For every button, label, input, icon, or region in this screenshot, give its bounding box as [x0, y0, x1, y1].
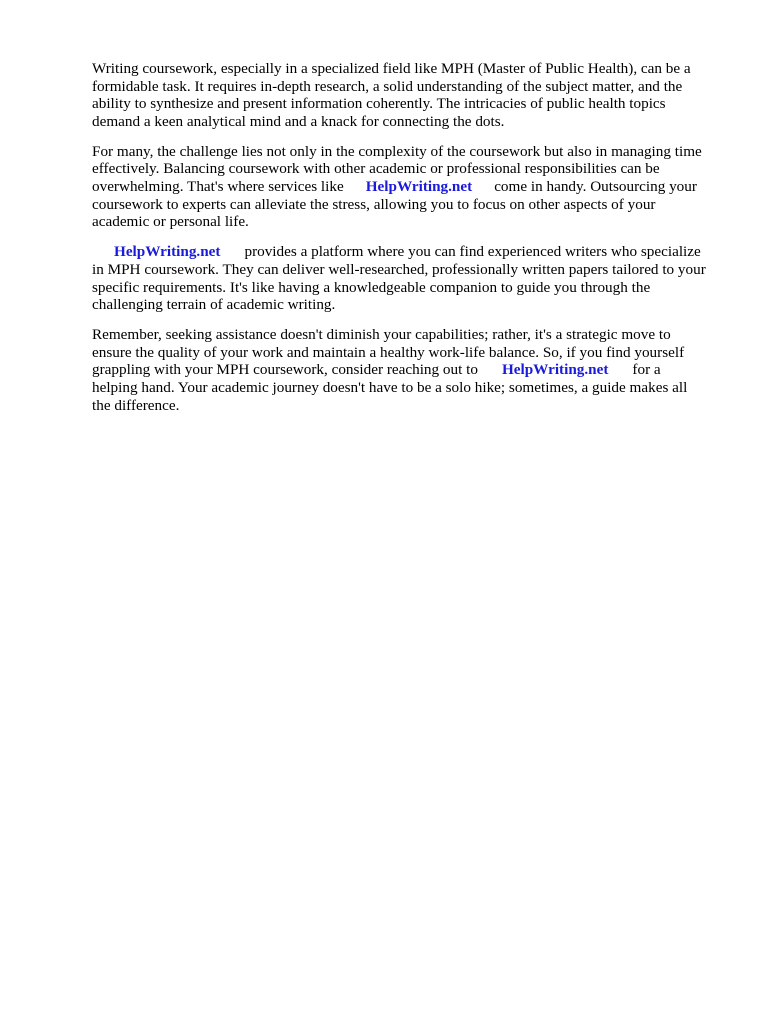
paragraph-platform [92, 243, 742, 313]
text-line: Remember, seeking assistance doesn't diminish your capabilities; rather, it's a strategic move to [92, 326, 671, 344]
text-line: in MPH coursework. They can deliver well-researched, professionally written papers tailored to your [92, 260, 706, 278]
text-fragment: overwhelming. That's where services like [92, 178, 344, 196]
text-line: coursework to experts can alleviate the stress, allowing you to focus on other aspects of your [92, 195, 656, 213]
text-line: specific requirements. It's like having a knowledgeable companion to guide you through the [92, 278, 651, 296]
text-line: formidable task. It requires in-depth research, a solid understanding of the subject matter, and the [92, 77, 683, 95]
text-line: helping hand. Your academic journey doesn't have to be a solo hike; sometimes, a guide makes all [92, 379, 688, 396]
text-line: effectively. Balancing coursework with other academic or professional responsibilities can be [92, 160, 660, 178]
text-line: For many, the challenge lies not only in the complexity of the coursework but also in managing time [92, 142, 702, 160]
text-line: challenging terrain of academic writing. [92, 296, 336, 314]
helpwriting-link[interactable]: HelpWriting.net [114, 243, 221, 261]
helpwriting-link[interactable]: HelpWriting.net [365, 178, 473, 196]
text-line-with-link [92, 361, 742, 379]
paragraph-challenge [92, 143, 742, 231]
text-fragment: grappling with your MPH coursework, consider reaching out to [92, 361, 478, 379]
text-line: academic or personal life. [92, 213, 249, 231]
text-line: ability to synthesize and present information coherently. The intricacies of public health topics [92, 95, 666, 113]
text-fragment: provides a platform where you can find experienced writers who specialize [244, 243, 701, 261]
paragraph-conclusion [92, 326, 742, 414]
text-line: ensure the quality of your work and maintain a healthy work-life balance. So, if you find yourself [92, 343, 685, 361]
text-line: the difference. [92, 396, 180, 414]
text-line-with-link [92, 178, 742, 196]
document-page [92, 60, 742, 427]
text-fragment: come in handy. Outsourcing your [494, 178, 697, 196]
paragraph-intro [92, 60, 742, 130]
text-line: demand a keen analytical mind and a knack for connecting the dots. [92, 112, 505, 130]
text-line-with-link [92, 243, 742, 261]
text-line: Writing coursework, especially in a specialized field like MPH (Master of Public Health), can be a [92, 60, 691, 77]
text-fragment: for a [632, 361, 661, 379]
helpwriting-link[interactable]: HelpWriting.net [501, 361, 609, 379]
